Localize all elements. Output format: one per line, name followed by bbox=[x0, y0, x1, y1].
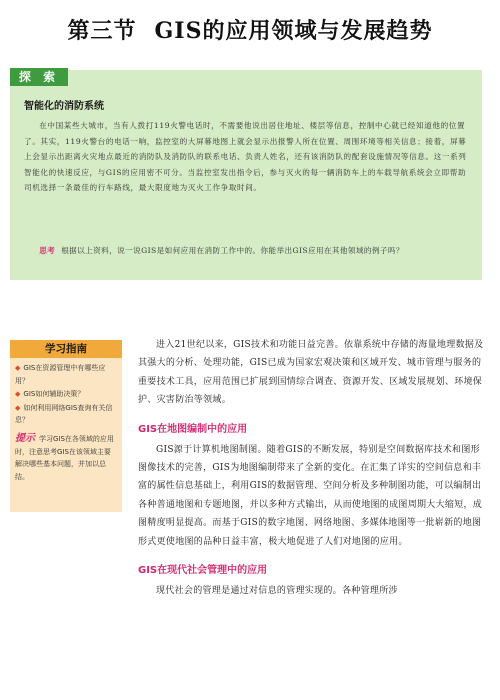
diamond-bullet-icon: ◆ bbox=[15, 390, 21, 398]
explore-heading: 智能化的消防系统 bbox=[24, 101, 104, 112]
hint-text: 学习GIS在各领域的应用时，注意思考GIS在该领域主要解决哪些基本问题，并加以总结。 bbox=[15, 435, 114, 481]
list-item: ◆ 如何利用网络GIS查询有关信息？ bbox=[15, 403, 113, 424]
section-number: 第三节 bbox=[67, 18, 137, 44]
list-item: ◆ GIS如何辅助决策？ bbox=[15, 390, 85, 398]
diamond-bullet-icon: ◆ bbox=[15, 403, 21, 412]
management-paragraph: 现代社会的管理是通过对信息的管理实现的。各种管理所涉 bbox=[156, 586, 398, 597]
explore-tag: 探 索 bbox=[10, 68, 68, 86]
main-content bbox=[138, 336, 484, 600]
section-name: GIS的应用领域与发展趋势 bbox=[154, 18, 433, 44]
think-paragraph bbox=[24, 243, 472, 258]
intro-paragraph: 进入21世纪以来，GIS技术和功能日益完善。依靠系统中存储的海量地理数据及其强大的分析、处理功能，GIS已成为国家宏观决策和区域开发、城市管理与服务的重要技术工具，应用范围已扩展到国情综合调查、资源开发、区域发展规划、环境保护、灾害防治等领域。 bbox=[138, 340, 484, 406]
study-guide-title: 学习指南 bbox=[10, 340, 122, 358]
think-label: 思考 bbox=[39, 246, 56, 255]
list-item: ◆ GIS在资源管理中有哪些应用？ bbox=[15, 364, 106, 385]
study-guide-list bbox=[15, 362, 119, 428]
think-text: 根据以上资料，说一说GIS是如何应用在消防工作中的。你能举出GIS应用在其他领域的例子吗？ bbox=[61, 246, 404, 255]
study-hint bbox=[15, 433, 117, 483]
diamond-bullet-icon: ◆ bbox=[15, 364, 21, 372]
map-paragraph: GIS源于计算机地图制图。随着GIS的不断发展，特别是空间数据库技术和图形图像技术的完善，GIS为地图编制带来了全新的变化。在汇集了详实的空间信息和丰富的属性信息基础上，利用GIS的数据管理、空间分析及多种制图功能，可以编制出各种普通地图和专题地图，并以多种方式输出，从而使地图的成图周期大大缩短，成图精度明显提高。而基于GIS的数字地图、网络地图、多媒体地图等一批崭新的地图形式更使地图的品种日益丰富，极大地促进了人们对地图的应用。 bbox=[138, 444, 483, 547]
page-title bbox=[0, 14, 500, 45]
hint-label: 提示 bbox=[15, 433, 35, 444]
section-heading-management: GIS在现代社会管理中的应用 bbox=[138, 565, 268, 577]
explore-body: 在中国某些大城市，当有人拨打119火警电话时，不需要他说出居住地址、楼层等信息，控制中心就已经知道他的位置了。其实，119火警台的电话一响，监控室的大屏幕地图上就会显示出报警人所在位置、周围环境等相关信息；接着，屏幕上会显示出距离火灾地点最近的消防队及消防队的联系电话、负责人姓名，还有该消防队的配套设施情况等信息。这一系列智能化的快速反应，与GIS的应用密不可分。当监控室发出指令后，参与灭火的每一辆消防车上的车载导航系统会立即帮助司机选择一条最佳的行车路线，最大限度地为灭火工作争取时间。 bbox=[24, 121, 467, 192]
section-heading-map: GIS在地图编制中的应用 bbox=[138, 423, 248, 435]
